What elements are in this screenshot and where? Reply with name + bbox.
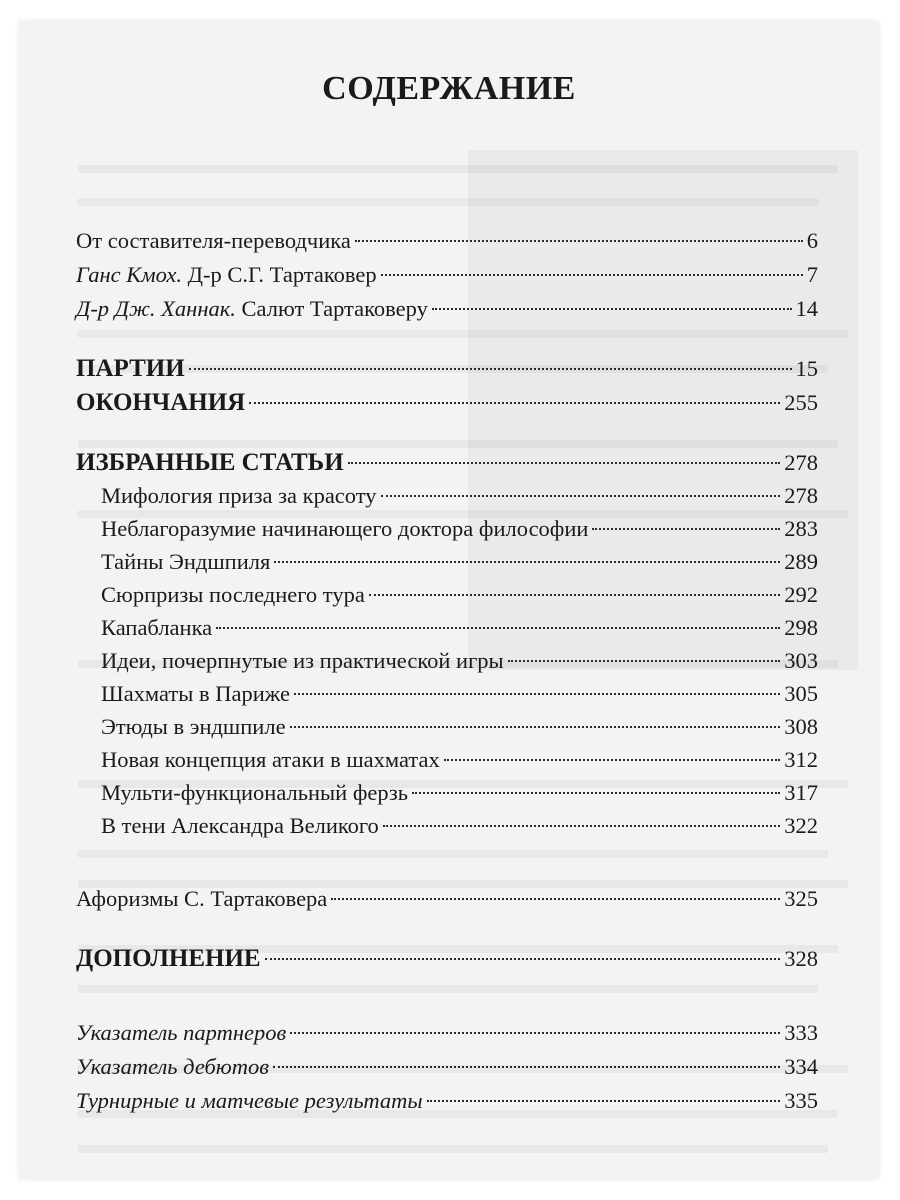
dot-leader — [331, 898, 780, 900]
toc-entry-page: 292 — [784, 582, 818, 607]
toc-section — [76, 446, 818, 480]
dot-leader — [355, 240, 803, 242]
toc-entry — [76, 1084, 818, 1118]
toc-entry-title: Мифология приза за красоту — [101, 483, 377, 508]
dot-leader — [265, 958, 781, 960]
toc-subentry — [101, 809, 818, 843]
toc-section-title: ДОПОЛНЕНИЕ — [76, 945, 261, 972]
toc-entry-title: Д-р С.Г. Тартаковер — [181, 262, 377, 287]
toc-entry-page: 333 — [784, 1020, 818, 1045]
toc-entry-title: Мульти-функциональный ферзь — [101, 780, 409, 805]
toc-entry-title: В тени Александра Великого — [101, 813, 379, 838]
dot-leader — [290, 726, 781, 728]
toc-entry-title: Салют Тартаковеру — [235, 296, 428, 321]
toc-entry-page: 6 — [806, 228, 818, 253]
dot-leader — [348, 462, 781, 464]
toc-entry-page: 255 — [784, 390, 818, 415]
toc-entry-title: Турнирные и матчевые результаты — [76, 1088, 423, 1113]
toc-entry-page: 15 — [795, 356, 818, 381]
toc-entry — [76, 1016, 818, 1050]
page-title: СОДЕРЖАНИЕ — [322, 70, 576, 107]
toc-subentry — [101, 776, 818, 810]
toc-entry-page: 14 — [795, 296, 818, 321]
toc-entry-title: Указатель дебютов — [76, 1054, 269, 1079]
toc-entry-title: Неблагоразумие начинающего доктора философии — [101, 516, 589, 541]
dot-leader — [381, 274, 803, 276]
toc-entry-author: Д-р Дж. Ханнак. — [76, 296, 236, 321]
dot-leader — [294, 693, 780, 695]
toc-section-title: ПАРТИИ — [76, 355, 185, 382]
toc-entry-title: Тайны Эндшпиля — [101, 549, 271, 574]
dot-leader — [508, 660, 781, 662]
toc-subentry — [101, 611, 818, 645]
toc-entry-title: От составителя-переводчика — [76, 228, 351, 253]
toc-section — [76, 942, 818, 976]
toc-section — [76, 386, 818, 420]
toc-entry — [76, 882, 818, 916]
toc-entry — [76, 258, 818, 292]
book-page — [18, 20, 880, 1180]
toc-subentry — [101, 743, 818, 777]
dot-leader — [383, 825, 780, 827]
toc-entry-page: 308 — [784, 714, 818, 739]
dot-leader — [444, 759, 781, 761]
toc-section-title: ОКОНЧАНИЯ — [76, 389, 246, 416]
dot-leader — [381, 495, 781, 497]
toc-entry-title: Шахматы в Париже — [101, 681, 291, 706]
dot-leader — [369, 594, 780, 596]
dot-leader — [427, 1100, 781, 1102]
toc-section — [76, 352, 818, 386]
dot-leader — [273, 1066, 780, 1068]
toc-subentry — [101, 710, 818, 744]
dot-leader — [189, 368, 792, 370]
toc-entry — [76, 1050, 818, 1084]
toc-entry-page: 334 — [784, 1054, 818, 1079]
toc-entry — [76, 292, 818, 326]
toc-entry-page: 303 — [784, 648, 818, 673]
toc-entry-page: 7 — [806, 262, 818, 287]
dot-leader — [274, 561, 780, 563]
toc-entry-page: 322 — [784, 813, 818, 838]
toc-entry-page: 328 — [784, 946, 818, 971]
toc-subentry — [101, 545, 818, 579]
toc-entry-author: Ганс Кмох. — [76, 262, 182, 287]
toc-entry-page: 317 — [784, 780, 818, 805]
toc-entry-page: 305 — [784, 681, 818, 706]
toc-subentry — [101, 512, 818, 546]
toc-entry-title: Афоризмы С. Тартаковера — [76, 886, 328, 911]
toc-entry-page: 312 — [784, 747, 818, 772]
toc-subentry — [101, 479, 818, 513]
toc-entry-title: Капабланка — [101, 615, 213, 640]
toc-entry-page: 298 — [784, 615, 818, 640]
toc-entry-page: 335 — [784, 1088, 818, 1113]
toc-entry-title: Этюды в эндшпиле — [101, 714, 286, 739]
dot-leader — [216, 627, 780, 629]
toc-entry-page: 278 — [784, 450, 818, 475]
toc-subentry — [101, 644, 818, 678]
toc-entry-title: Новая концепция атаки в шахматах — [101, 747, 440, 772]
toc-entry-page: 289 — [784, 549, 818, 574]
toc-entry-title: Идеи, почерпнутые из практической игры — [101, 648, 504, 673]
dot-leader — [249, 402, 780, 404]
toc-subentry — [101, 578, 818, 612]
toc-entry-title: Сюрпризы последнего тура — [101, 582, 365, 607]
dot-leader — [432, 308, 792, 310]
dot-leader — [412, 792, 780, 794]
toc-entry-page: 278 — [784, 483, 818, 508]
toc-subentry — [101, 677, 818, 711]
dot-leader — [592, 528, 780, 530]
toc-entry-title: Указатель партнеров — [76, 1020, 287, 1045]
dot-leader — [290, 1032, 780, 1034]
toc-entry-page: 283 — [784, 516, 818, 541]
toc-entry — [76, 224, 818, 258]
toc-section-title: ИЗБРАННЫЕ СТАТЬИ — [76, 449, 344, 476]
toc-entry-page: 325 — [784, 886, 818, 911]
